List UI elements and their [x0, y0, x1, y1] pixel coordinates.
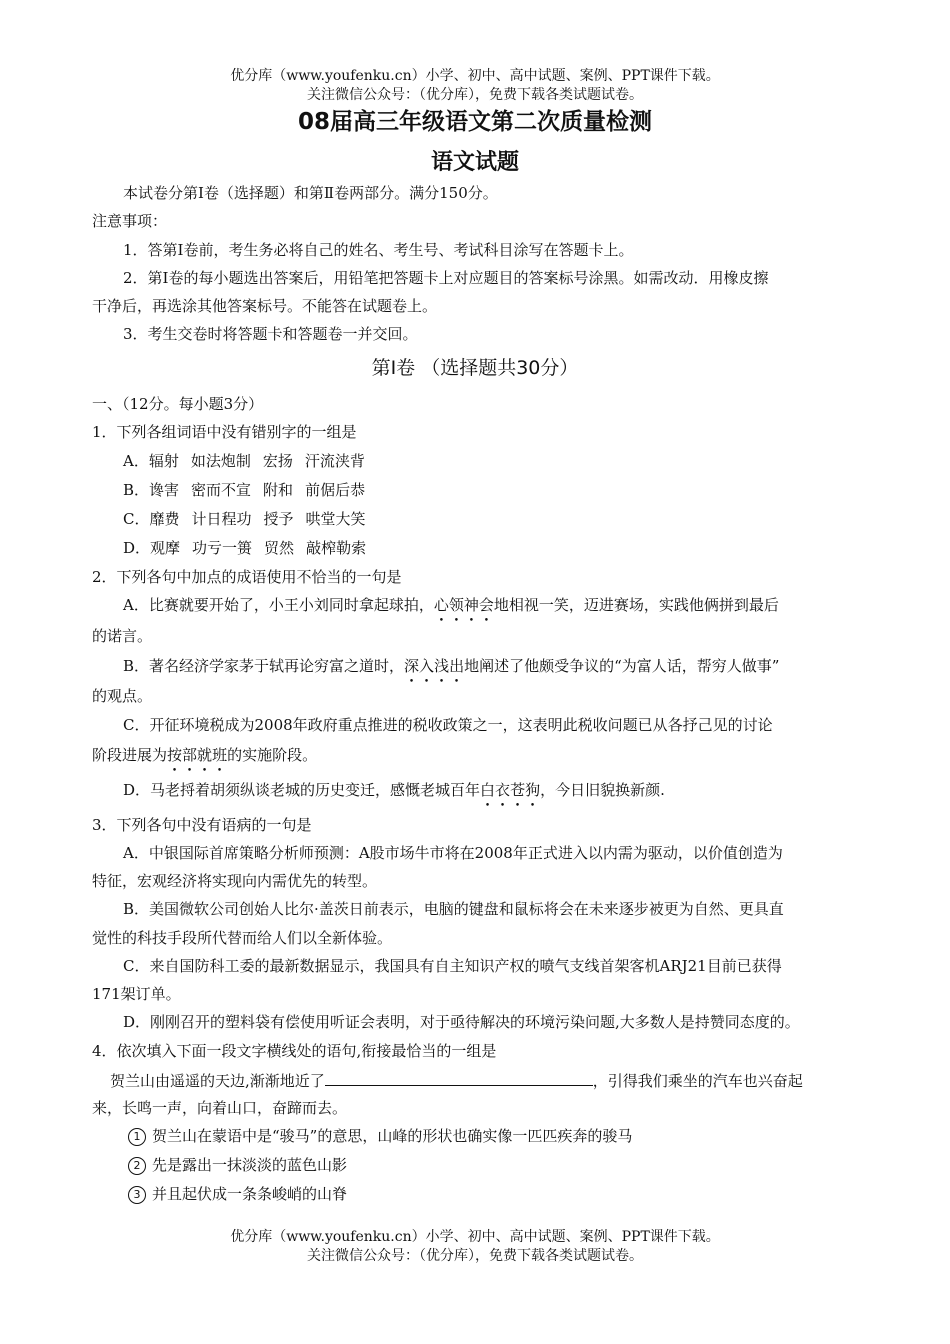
notice-2a: 2．第Ⅰ卷的每小题选出答案后，用铅笔把答题卡上对应题目的答案标号涂黑。如需改动．用橡皮擦	[123, 269, 769, 287]
exam-subtitle: 语文试题	[430, 150, 519, 175]
q1-stem: 1．下列各组词语中没有错别字的一组是	[92, 423, 357, 441]
footer-line-2: 关注微信公众号：（优分库），免费下载各类试题试卷。	[307, 1248, 643, 1264]
q4-option-2: 2 先是露出一抹淡淡的蓝色山影	[128, 1155, 347, 1175]
q3-option-a-1: A．中银国际首席策略分析师预测：A股市场牛市将在2008年正式进入以内需为驱动，以价值创造为	[123, 844, 783, 862]
notice-3: 3．考生交卷时将答题卡和答题卷一并交回。	[123, 325, 418, 343]
circled-number-1: 1	[128, 1128, 146, 1146]
q3-option-a-2: 特征，宏观经济将实现向内需优先的转型。	[92, 872, 378, 890]
q4-stem: 4．依次填入下面一段文字横线处的语句,衔接最恰当的一组是	[92, 1042, 497, 1060]
q4-passage-1: 贺兰山由遥遥的天边,渐渐地近了 ，引得我们乘坐的汽车也兴奋起	[110, 1069, 803, 1091]
header-line-1: 优分库（www.youfenku.cn）小学、初中、高中试题、案例、PPT课件下载。	[230, 68, 720, 84]
footer-line-1: 优分库（www.youfenku.cn）小学、初中、高中试题、案例、PPT课件下载。	[230, 1229, 720, 1245]
notice-2b: 干净后，再选涂其他答案标号。不能答在试题卷上。	[92, 297, 438, 315]
notice-1: 1．答第Ⅰ卷前，考生务必将自己的姓名、考生号、考试科目涂写在答题卡上。	[123, 241, 634, 259]
circled-number-3: 3	[128, 1186, 146, 1204]
q3-stem: 3．下列各句中没有语病的一句是	[92, 816, 312, 834]
q3-option-d: D．刚刚召开的塑料袋有偿使用听证会表明，对于亟待解决的环境污染问题,大多数人是持赞同态度的。	[123, 1013, 800, 1031]
part-1-heading: 一、（12分。每小题3分）	[92, 395, 264, 413]
q4-passage-2: 来，长鸣一声，向着山口，奋蹄而去。	[92, 1099, 348, 1117]
exam-title: 08届高三年级语文第二次质量检测	[297, 109, 652, 135]
q2-option-c: C．开征环境税成为2008年政府重点推进的税收政策之一，这表明此税收问题已从各抒己见的讨论	[123, 716, 773, 734]
q1-option-a: A．辐射 如法炮制 宏扬 汗流浃背	[123, 452, 365, 470]
q4-option-1: 1 贺兰山在蒙语中是“骏马”的意思，山峰的形状也确实像一匹匹疾奔的骏马	[128, 1126, 632, 1146]
header-line-2: 关注微信公众号：（优分库），免费下载各类试题试卷。	[307, 87, 643, 103]
q3-option-b-1: B．美国微软公司创始人比尔·盖茨日前表示，电脑的键盘和鼠标将会在未来逐步被更为自然、更具直	[123, 900, 784, 918]
q2-option-b: B．著名经济学家茅于轼再论穷富之道时，深入浅出地阐述了他颇受争议的“为富人话，帮穷人做事”	[123, 657, 780, 675]
q1-option-c: C．靡费 计日程功 授予 哄堂大笑	[123, 510, 366, 528]
q3-option-b-2: 觉性的科技手段所代替而给人们以全新体验。	[92, 929, 393, 947]
q3-option-c-1: C．来自国防科工委的最新数据显示，我国具有自主知识产权的喷气支线首架客机ARJ21目前已获得	[123, 957, 782, 975]
q2-option-a-cont: 的诺言。	[92, 627, 153, 645]
q4-option-3: 3 并且起伏成一条条峻峭的山脊	[128, 1184, 347, 1204]
q1-option-d: D．观摩 功亏一篑 贸然 敲榨勒索	[123, 539, 367, 557]
q2-option-c-cont: 阶段进展为按部就班的实施阶段。	[92, 746, 318, 764]
q1-option-b: B．谗害 密而不宣 附和 前倨后恭	[123, 481, 366, 499]
q2-stem: 2．下列各句中加点的成语使用不恰当的一句是	[92, 568, 402, 586]
q3-option-c-2: 171架订单。	[92, 985, 181, 1003]
answer-blank	[325, 1069, 593, 1086]
q2-option-a: A．比赛就要开始了，小王小刘同时拿起球拍，心领神会地相视一笑，迈进赛场，实践他俩拼到最后	[123, 596, 779, 614]
intro-text: 本试卷分第Ⅰ卷（选择题）和第Ⅱ卷两部分。满分150分。	[123, 184, 498, 202]
circled-number-2: 2	[128, 1157, 146, 1175]
notice-label: 注意事项：	[92, 212, 168, 230]
q2-option-d: D．马老捋着胡须纵谈老城的历史变迁，感慨老城百年白衣苍狗，今日旧貌换新颜.	[123, 781, 665, 799]
q2-option-b-cont: 的观点。	[92, 687, 153, 705]
section-1-heading: 第Ⅰ卷 （选择题共30分）	[371, 357, 579, 379]
